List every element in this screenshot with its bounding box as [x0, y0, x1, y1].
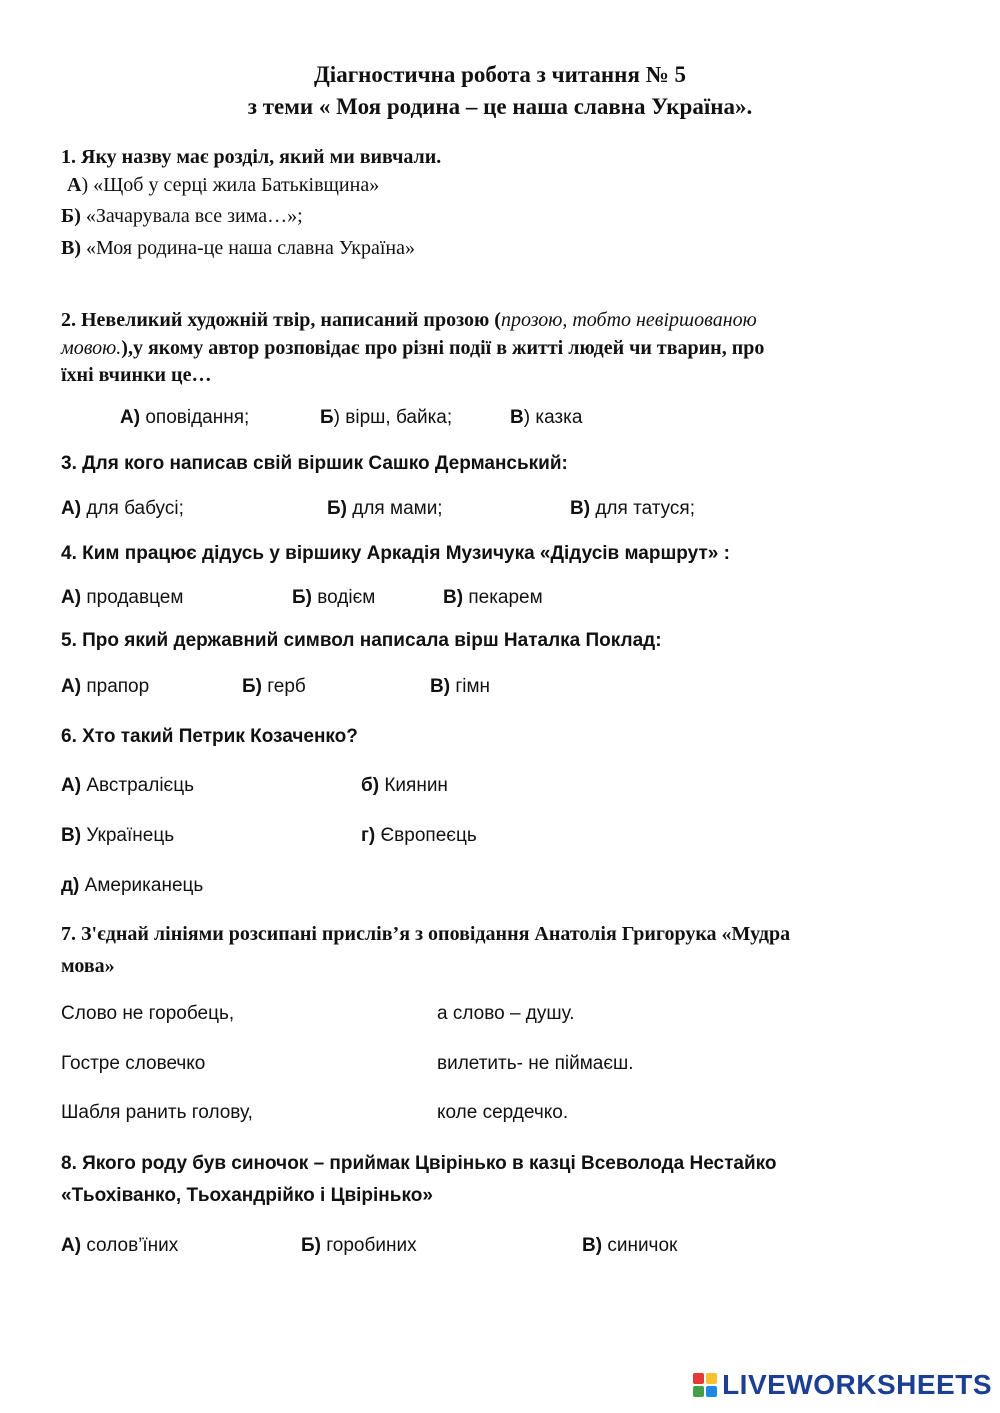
question-8-line-2: «Тьохіванко, Тьохандрійко і Цвірінько» [61, 1185, 433, 1206]
proverb-left-2: Гостре словечко [61, 1053, 206, 1074]
question-1: 1. Яку назву має розділ, який ми вивчали. [61, 146, 442, 168]
question-5: 5. Про який державний символ написала вірш Наталка Поклад: [61, 630, 662, 651]
question-7-line-1: 7. З'єднай лініями розсипані прислів’я з оповідання Анатолія Григорука «Мудра [61, 923, 791, 945]
question-2-line-1: 2. Невеликий художній твір, написаний прозою (прозою, тобто невіршованою [61, 309, 757, 331]
proverb-right-1: а слово – душу. [437, 1003, 575, 1024]
liveworksheets-logo-icon [692, 1372, 718, 1398]
q4-option-c: В) пекарем [443, 587, 543, 608]
q2-option-b: Б) вірш, байка; [320, 407, 453, 428]
q5-option-a: А) прапор [61, 676, 150, 697]
q8-option-b: Б) горобиних [301, 1235, 417, 1256]
q2-option-c: В) казка [510, 407, 583, 428]
q8-option-a: А) солов’їних [61, 1235, 179, 1256]
q6-option-d: г) Європеєць [361, 825, 477, 846]
liveworksheets-logo[interactable] [692, 1369, 992, 1401]
proverb-right-2: вилетить- не піймаєш. [437, 1053, 634, 1074]
q5-option-c: В) гімн [430, 676, 491, 697]
q4-option-b: Б) водієм [292, 587, 376, 608]
question-2-line-2: мовою.),у якому автор розповідає про різні події в житті людей чи тварин, про [61, 337, 765, 359]
liveworksheets-logo-text: LIVEWORKSHEETS [722, 1369, 992, 1400]
page-title: Діагностична робота з читання № 5 [313, 62, 686, 87]
q3-option-a: А) для бабусі; [61, 498, 184, 519]
q6-option-a: А) Австралієць [61, 775, 195, 796]
proverb-right-3: коле сердечко. [437, 1102, 569, 1123]
question-3: 3. Для кого написав свій віршик Сашко Дерманський: [61, 453, 568, 474]
q4-option-a: А) продавцем [61, 587, 184, 608]
question-6: 6. Хто такий Петрик Козаченко? [61, 726, 358, 747]
question-8-line-1: 8. Якого роду був синочок – приймак Цвірінько в казці Всеволода Нестайко [61, 1153, 777, 1174]
q6-option-e: д) Американець [61, 875, 204, 896]
proverb-left-3: Шабля ранить голову, [61, 1102, 253, 1123]
q1-option-c: В) «Моя родина-це наша славна Україна» [61, 237, 415, 259]
q6-option-c: В) Українець [61, 825, 175, 846]
page-subtitle: з теми « Моя родина – це наша славна Україна». [247, 94, 753, 119]
q5-option-b: Б) герб [242, 676, 306, 697]
q6-option-b: б) Киянин [361, 775, 448, 796]
q8-option-c: В) синичок [582, 1235, 678, 1256]
q3-option-c: В) для татуся; [570, 498, 695, 519]
q1-option-b: Б) «Зачарувала все зима…»; [61, 205, 303, 227]
question-2-line-3: їхні вчинки це… [61, 364, 212, 386]
q2-option-a: А) оповідання; [120, 407, 250, 428]
q1-option-a: А) «Щоб у серці жила Батьківщина» [67, 174, 380, 196]
question-4: 4. Ким працює дідусь у віршику Аркадія Музичука «Дідусів маршрут» : [61, 543, 730, 564]
q3-option-b: Б) для мами; [327, 498, 443, 519]
proverb-left-1: Слово не горобець, [61, 1003, 235, 1024]
question-7-line-2: мова» [61, 955, 115, 977]
